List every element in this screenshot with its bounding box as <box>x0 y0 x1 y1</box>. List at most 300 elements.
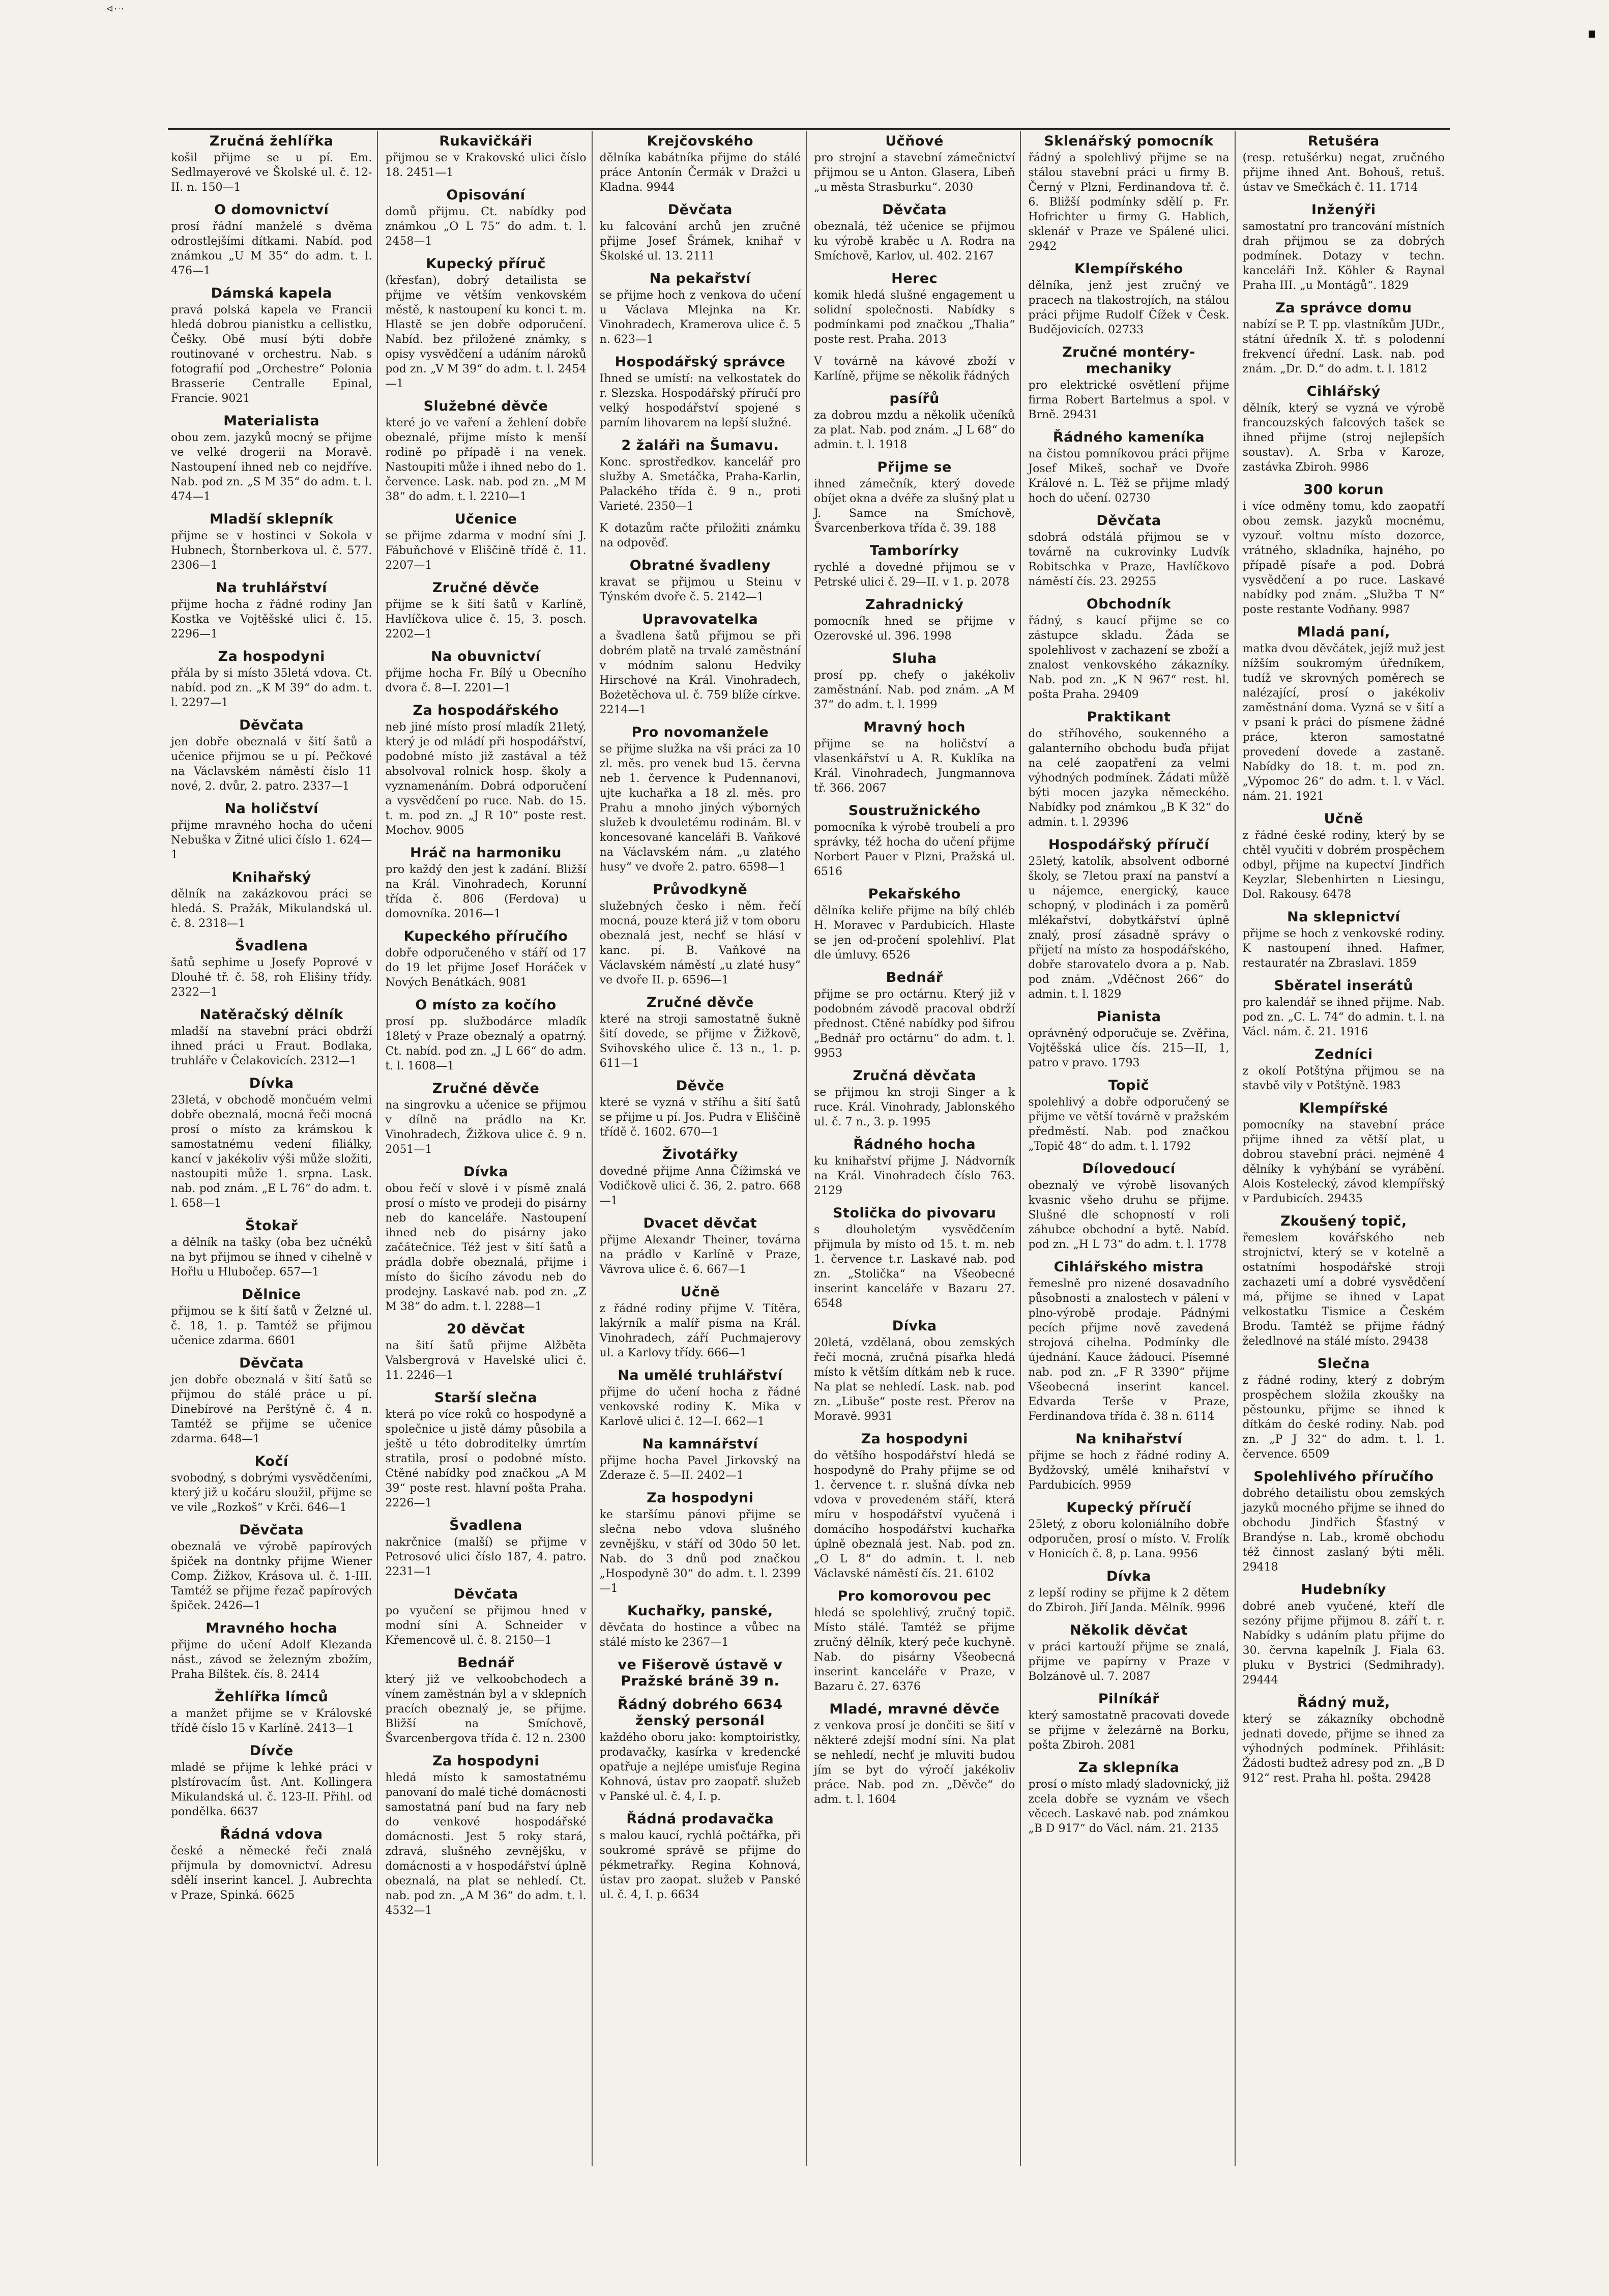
classified-ad <box>385 511 586 573</box>
ad-title: Pianista <box>1096 1009 1161 1025</box>
classified-ad <box>600 612 801 717</box>
ad-body: sdobrá odstálá přijmou se v továrně na cukrovinky Ludvík Robitschka v Praze, Havlíčkovo náměstí čís. 23. 29255 <box>1028 531 1230 588</box>
ad-title: Natěračský dělník <box>199 1007 343 1023</box>
ad-body: s dlouholetým vysvědčením přijmula by místo od 15. t. m. neb 1. července t.r. Laskavé nab. pod zn. „Stolička“ na Všeobecné inserint kanceláře v Bazaru 27. 6548 <box>814 1224 1015 1310</box>
ad-body: děvčata do hostince a vůbec na stálé místo ke 2367—1 <box>599 1621 801 1649</box>
ad-body: který se zákazníky obchodně jednati dovede, přijme se ihned za výhodných podmínek. Přihlásit: Žádosti budtež adresy pod zn. „B D 912“ rest. Praha hl. pošta. 29428 <box>1242 1713 1445 1785</box>
ad-body: svobodný, s dobrými vysvědčeními, který již u kočáru sloužil, přijme se ve vile „Rozkoš“ v Krči. 646—1 <box>171 1472 372 1514</box>
ad-title: Hudebníky <box>1301 1582 1386 1597</box>
ad-title: O domovnictví <box>214 202 329 218</box>
classified-ad <box>814 1205 1015 1311</box>
classified-ad <box>600 724 801 875</box>
ad-body: 23letá, v obchodě mončuém velmi dobře obeznalá, mocná řeči mocná prosí o místo za krámskou k samostatnému vedení filiálky, kancí v jakékoliv výši může složiti, nastoupiti může 1. srpna. Lask. nab. pod znám. „E L 76“ do adm. t. l. 658—1 <box>171 1094 372 1210</box>
classified-ad <box>171 1454 372 1515</box>
ad-body: 25letý, z oboru koloniálního dobře odporučen, prosí o místo. V. Frolík v Honicích č. 8, p. Lana. 9956 <box>1028 1518 1230 1560</box>
classified-ad <box>814 1701 1015 1807</box>
ad-body: řemeslem kovářského neb strojnictví, který se v kotelně a ostatními hospodářské stroji zachazeti umí a dobré vysvědčení má, přijme se ihned v Lapat velkostatku Tismice a Českém Brodu. Tamtéž se přijme řádný želedlnové na stálé místo. 29438 <box>1242 1232 1445 1348</box>
ad-body: K dotazům račte přiložiti známku na odpověď. <box>599 522 801 549</box>
ad-body: prosí pp. službodárce mladík 18letý v Praze obeznalý a opatrný. Ct. nabíd. pod zn. „J L 66“ do adm. t. l. 1608—1 <box>385 1015 587 1072</box>
classified-ad <box>600 1215 801 1277</box>
ad-body: přijme do učení Adolf Klezanda nást., závod se železným zbožím, Praha Bílštek. čís. 8. 2414 <box>171 1639 372 1681</box>
classified-ad <box>600 995 801 1071</box>
ad-title: Dělnice <box>242 1287 301 1302</box>
classified-ad <box>1028 1161 1229 1252</box>
classified-ad <box>171 801 372 862</box>
ad-title: Na obuvnictví <box>431 649 541 664</box>
classified-ad <box>171 1355 372 1446</box>
ad-title: Pekařského <box>868 886 961 902</box>
ad-body: pomocník hned se přijme v Ozerovské ul. 396. 1998 <box>814 615 1015 643</box>
ad-title: Dámská kapela <box>211 285 332 301</box>
classified-ad <box>385 580 586 642</box>
classified-ad <box>1243 384 1445 475</box>
classified-ad <box>1028 513 1229 589</box>
ad-title: Mladá paní, <box>1297 624 1390 640</box>
classified-ad <box>385 187 586 249</box>
ad-body: po vyučení se přijmou hned v modní síni A. Schneider v Křemencově ul. č. 8. 2150—1 <box>385 1605 587 1647</box>
classified-ad <box>385 997 586 1073</box>
classified-ad <box>1243 482 1445 617</box>
ad-body: přijme se v hostinci v Sokola v Hubnech, Štornberkova ul. č. 577. 2306—1 <box>171 530 372 572</box>
classified-ad <box>1243 811 1445 902</box>
ad-body: jen dobře obeznalá v šití šatů se přijmou do stálé práce u pí. Dinebírové na Perštýně č. 4 n. Tamtéž se přijme se učenice zdarma. 648—1 <box>171 1374 372 1445</box>
classified-ad <box>1028 261 1229 337</box>
ad-title: Řádného kameníka <box>1052 429 1205 445</box>
ad-title: Hospodářský správce <box>615 354 785 370</box>
classified-ad <box>814 803 1015 879</box>
ad-body: dělník na zakázkovou práci se hledá. S. Pražák, Mikulandská ul. č. 8. 2318—1 <box>171 888 372 930</box>
classified-ad <box>814 886 1015 963</box>
ad-body: přijmou se k šití šatů v Želzné ul. č. 18, 1. p. Tamtéž se přijmou učenice zdarma. 6601 <box>171 1305 372 1347</box>
classified-ad <box>600 1603 801 1650</box>
classified-ad <box>171 413 372 504</box>
ad-title: Kupeckého příručího <box>403 928 568 944</box>
ad-title: Děvčata <box>1096 513 1161 529</box>
ad-title: Mladé, mravné děvče <box>829 1701 1000 1717</box>
ad-title: Mravného hocha <box>206 1620 338 1636</box>
classified-ad <box>171 1007 372 1068</box>
ad-body: přijme se hoch z řádné rodiny A. Bydžovský, umělé knihařství v Pardubicích. 9959 <box>1028 1449 1230 1492</box>
ad-title: Kupecký příruč <box>426 256 546 272</box>
ad-body: služebných česko i něm. řečí mocná, pouze která již v tom oboru obeznalá jest, nechť se hlásí v kanc. pí. B. Vaňkové na Václavském náměstí „u zlaté husy“ ve dvoře II. p. 6596—1 <box>599 900 801 986</box>
ad-body: dělníka keliře přijme na bílý chléb H. Moravec v Pardubicích. Hlaste se jen od-pročení spolehliví. Plat dle úmluvy. 6526 <box>814 905 1015 962</box>
ad-title: Na sklepnictví <box>1287 909 1400 925</box>
ad-body: neb jiné místo prosí mladík 21letý, který je od mládí při hospodářství, podobné místo již zastával a též absolvoval rolnick hosp. školy a vyznamenáním. Dobrá odporučení a vysvědčení po ruce. Nab. do 15. t. m. pod zn. „J R 10“ poste rest. Mochov. 9005 <box>385 721 587 837</box>
ad-title: Štokař <box>245 1218 298 1234</box>
classified-ad <box>171 285 372 406</box>
classified-ad <box>171 202 372 278</box>
ad-body: samostatní pro trancování místních drah přijmou se za dobrých podmínek. Dotazy v techn. kanceláři Inž. Köhler & Raynal Praha III. „u Montágů“. 1829 <box>1242 220 1445 292</box>
ad-title: Přijme se <box>877 459 952 475</box>
classified-ad <box>1028 1009 1229 1070</box>
ad-body: obou zem. jazyků mocný se přijme ve velké drogerii na Moravě. Nastoupení ihned neb co nejdříve. Nab. pod zn. „S M 35“ do adm. t. l. 474—1 <box>171 431 372 503</box>
ad-body: se přijmou kn stroji Singer a k ruce. Král. Vinohrady, Jablonského ul. č. 7 n., 3. p. 1995 <box>814 1086 1015 1128</box>
ad-title: Obratné švadleny <box>629 558 771 573</box>
ad-title: Bednář <box>457 1655 514 1671</box>
classified-ad <box>600 1811 801 1902</box>
ad-title: Sluha <box>892 651 937 666</box>
ad-body: obeznalá ve výrobě papírových špiček na dontnky přijme Wiener Comp. Žižkov, Krásova ul. č. 1-III. Tamtéž se přijme řezač papírových špiček. 2426—1 <box>171 1541 372 1612</box>
ad-title: Pro komorovou pec <box>837 1588 991 1604</box>
ad-body: Konc. sprostředkov. kancelář pro služby A. Smetáčka, Praha-Karlin, Palackého třída č. 9 n., proti Varieté. 2350—1 <box>599 456 801 513</box>
classified-ad <box>171 1522 372 1613</box>
ad-body: (resp. retušérku) negat, zručného přijme ihned Ant. Bohouš, retuš. ústav ve Smečkách č. 11. 1714 <box>1242 152 1445 194</box>
classified-ad <box>814 133 1015 195</box>
ad-title: 20 děvčat <box>447 1321 525 1337</box>
ad-body: se přijme hoch z venkova do učení u Václava Mlejnka na Kr. Vinohradech, Kramerova ulice č. 5 n. 623—1 <box>599 289 801 346</box>
ad-body: pomocníky na stavební práce přijme ihned za větší plat, u dobrou stavební práci. nejméně 4 dělníky k vyhýbání se vyrábění. Alois Kostelecký, závod klempířský v Pardubicích. 29435 <box>1242 1119 1445 1205</box>
classified-ad <box>600 1147 801 1208</box>
classified-ad <box>1028 1760 1229 1836</box>
classified-ad <box>1243 1469 1445 1575</box>
ad-body: přála by si místo 35letá vdova. Ct. nabíd. pod zn. „K M 39“ do adm. t. l. 2297—1 <box>171 667 372 709</box>
ad-title: Starší slečna <box>434 1390 538 1406</box>
ad-body: V továrně na kávové zboží v Karlíně, přijme se několik řádných <box>814 355 1015 383</box>
ad-title: Švadlena <box>235 938 308 954</box>
ad-title: Dvacet děvčat <box>643 1215 757 1231</box>
ad-title: 2 žaláři na Šumavu. <box>621 438 779 453</box>
classified-ad <box>814 1431 1015 1581</box>
classified-ad <box>1243 1100 1445 1206</box>
ad-title: Opisování <box>446 187 525 203</box>
classified-ad <box>600 1697 801 1804</box>
ad-title: Děvčata <box>667 202 733 218</box>
ad-body: který již ve velkoobchodech a vínem zaměstnán byl a v sklepních pracích obeznalý je, se přijme. Bližší na Smíchově, Švarcenbergova třída č. 12 n. 2300 <box>385 1673 587 1745</box>
column-1 <box>168 131 378 2166</box>
classified-ad <box>171 580 372 642</box>
ad-body: řádný a spolehlivý přijme se na stálou stavební práci u firmy B. Černý v Plzni, Ferdinandova tř. č. 6. Bližší podmínky sdělí p. Fr. Hofrichter u firmy G. Hablich, sklenář v Praze ve Spálené ulici. 2942 <box>1028 152 1230 253</box>
classified-ad <box>814 1068 1015 1129</box>
ad-body: které se vyzná v stříhu a šití šatů se přijme u pí. Jos. Pudra v Eliščině třídě č. 1602. 670—1 <box>599 1096 801 1139</box>
ad-body: se přijme služka na vši práci za 10 zl. měs. pro venek bud 15. června neb 1. července k Pudennanovi, ujte kuchařka a 18 zl. měs. pro Prahu a mnoho jiných výborných služeb k dvouletému rodinám. Bl. v koncesované kanceláři B. Vaňkové na Václavském nám. „u zlatého husy“ ve dvoře 2. patro. 6598—1 <box>599 743 801 874</box>
ad-title: Zručné děvče <box>432 1081 540 1096</box>
ad-body: matka dvou děvčátek, jejíž muž jest nížším soukromým úředníkem, tudíž ve skrovných poměrech se nalézající, prosí o jakékoliv zaměstnání doma. Vyzná se v šití a v psaní k práci do písmene žádné práce, kteron samostatné provedení dovede a zastaně. Nabídky do 18. t. m. pod zn. „Výpomoc 26“ do adm. t. l. v Václ. nám. 21. 1921 <box>1242 643 1445 803</box>
classified-ad <box>1028 1259 1229 1424</box>
ad-body: se přijme zdarma v modní síni J. Fábuňchové v Eliščině třídě č. 11. 2207—1 <box>385 530 587 572</box>
ad-title: Žehlířka límců <box>214 1689 329 1705</box>
classified-ad <box>1028 1622 1229 1684</box>
classified-ad <box>600 521 801 550</box>
ad-title: Řádný dobrého 6634 ženský personál <box>617 1697 783 1729</box>
column-4 <box>811 131 1021 2166</box>
column-5 <box>1025 131 1235 2166</box>
ad-body: řemeslně pro nizené dosavadního působnosti a znalostech v pálení v plno-výrobě prodaje. Pádnými pecích přijme nově zavedená strojová cihelna. Podmínky dle újednání. Kauce žádoucí. Písemné nab. pod zn. „F R 3390“ přijme Všeobecná inserint kancel. Edvarda Terše v Praze, Ferdinandova třída č. 38 n. 6114 <box>1028 1277 1230 1423</box>
ad-title: Učenice <box>454 511 517 527</box>
ad-body: z řádné rodiny, který z dobrým prospěchem složila zkoušky na pěstounku, přijme se ihned k dítkám do české rodiny. Nab. pod zn. „P J 32“ do adm. t. l. 1. července. 6509 <box>1242 1374 1445 1461</box>
ad-title: Za hospodyni <box>861 1431 968 1447</box>
ad-body: obeznalá, též učenice se přijmou ku výrobě kraběc u A. Rodra na Smíchově, Karlov, ul. 402. 2167 <box>814 220 1015 263</box>
ad-title: Soustružnického <box>848 803 981 819</box>
ad-title: Topič <box>1108 1078 1150 1093</box>
ad-body: prosí pp. chefy o jakékoliv zaměstnání. Nab. pod znám. „A M 37“ do adm. t. l. 1999 <box>814 669 1015 711</box>
ad-title: Kočí <box>254 1454 288 1469</box>
ad-body: košil přijme se u pí. Em. Sedlmayerové ve Školské ul. č. 12-II. n. 150—1 <box>171 152 372 194</box>
column-3 <box>597 131 807 2166</box>
ad-body: z venkova prosí je dončiti se šití v některé zdejší modní síni. Na plat se nehledí, nechť je mluviti budou jím se byt do výročí jakékoliv práce. Nab. pod zn. „Děvče“ do adm. t. l. 1604 <box>814 1720 1015 1806</box>
ad-body: šatů sephime u Josefy Poprové v Dlouhé tř. č. 58, roh Elišiny třídy. 2322—1 <box>171 956 372 999</box>
ad-body: pro každý den jest k zadání. Bližší na Král. Vinohradech, Korunní třída č. 806 (Ferdova) u domovníka. 2016—1 <box>385 863 587 920</box>
classified-ad <box>1243 1047 1445 1093</box>
ad-body: ke staršímu pánovi přijme se slečna nebo vdova slušného zevnějšku, v stáří od 30do 50 let. Nab. do 3 dnů pod značkou „Hospodyně 30“ do adm. t. l. 2399—1 <box>599 1508 801 1595</box>
ad-body: dobře odporučeného v stáří od 17 do 19 let přijme Josef Horáček v Nových Benátkách. 9081 <box>385 947 587 989</box>
ad-body: Ihned se umístí: na velkostatek do r. Slezska. Hospodářský příručí pro velký hospodářství spojené s parním lihovarem na lepší služné. <box>599 372 801 429</box>
ad-title: Děvčata <box>882 202 947 218</box>
ad-title: Bednář <box>886 970 943 985</box>
ad-title: Za hospodyni <box>647 1490 754 1506</box>
classified-ad <box>600 438 801 514</box>
ad-title: Zručná děvčata <box>853 1068 976 1084</box>
classified-ad <box>171 649 372 710</box>
ad-title: Učňové <box>885 133 944 149</box>
ad-body: mladší na stavební práci obdrží ihned práci u Fraut. Bodlaka, truhláře v Čelakovicích. 2312—1 <box>171 1025 372 1067</box>
ad-body: dělníka kabátníka přijme do stálé práce Antonín Čermák v Dražci u Kladna. 9944 <box>599 152 801 194</box>
classified-ad <box>1243 133 1445 195</box>
classified-ad <box>385 1081 586 1157</box>
ad-body: s malou kaucí, rychlá počtářka, při soukromé správě se přijme do pékmetrařky. Regina Kohnová, ústav pro zaopat. služeb v Panské ul. č. 4, I. p. 6634 <box>599 1829 801 1901</box>
ad-title: Materialista <box>223 413 320 429</box>
ad-body: který samostatně pracovati dovede se přijme v železárně na Borku, pošta Zbiroh. 2081 <box>1028 1709 1230 1752</box>
classified-ad <box>600 1078 801 1140</box>
ad-body: každého oboru jako: komptoiristky, prodavačky, kasírka v kredencké opatřuje a nejlépe umisťuje Regina Kohnová, ústav pro zaopatř. služeb v Panské ul. č. 4, I. p. <box>599 1731 801 1803</box>
ad-title: Sběratel inserátů <box>1274 978 1414 994</box>
ad-body: nabízí se P. T. pp. vlastníkům JUDr., státní úředník X. tř. s polodenní frekvencí úřední. Lask. nab. pod znám. „Dr. D.“ do adm. t. l. 1812 <box>1242 318 1445 375</box>
ad-body: pravá polská kapela ve Francii hledá dobrou pianistku a cellistku, Češky. Obě musí býti dobře routinované v orchestru. Nab. s fotografií pod „Orchestre“ Polonia Brasserie Centralle Epinal, Francie. 9021 <box>171 304 372 405</box>
ad-body: ku knihařství přijme J. Nádvorník na Král. Vinohradech číslo 763. 2129 <box>814 1155 1015 1197</box>
classified-ad <box>171 717 372 794</box>
classified-ad <box>814 1588 1015 1694</box>
page-edge-mark <box>1589 31 1595 38</box>
ad-body: za dobrou mzdu a několik učeníků za plat. Nab. pod znám. „J L 68“ do admin. t. l. 1918 <box>814 409 1015 451</box>
ad-body: přijme se na holičství a vlasenkářství u A. R. Kuklíka na Král. Vinohradech, Jungmannova tř. 366. 2067 <box>814 738 1015 795</box>
ad-body: a manžet přijme se v Královské třídě číslo 15 v Karlíně. 2413—1 <box>171 1707 372 1735</box>
ad-body: přijmou se v Krakovské ulici číslo 18. 2451—1 <box>385 152 587 179</box>
ad-title: Spolehlivého příručího <box>1253 1469 1434 1485</box>
ad-body: přijme hocha z řádné rodiny Jan Kostka ve Vojtěšské ulici č. 15. 2296—1 <box>171 598 372 641</box>
classified-ad <box>385 1753 586 1918</box>
ad-body: 20letá, vzdělaná, obou zemských řečí mocná, zručná písařka hledá místo k větším dítkám neb k ruce. Na plat se nehledí. Lask. nab. pod zn. „Libuše“ poste rest. Přerov na Moravě. 9931 <box>814 1336 1015 1423</box>
ad-title: Zručné montéry-mechaniky <box>1062 344 1195 376</box>
ad-title: Dílovedoucí <box>1082 1161 1176 1177</box>
classified-ad <box>171 1620 372 1682</box>
ad-title: Učně <box>680 1284 720 1300</box>
ad-body: domů přijmu. Ct. nabídky pod známkou „O L 75“ do adm. t. l. 2458—1 <box>385 206 587 248</box>
classified-ad <box>171 1689 372 1736</box>
ad-body: obeznalý ve výrobě lisovaných kvasnic všeho druhu se přijme. Slušné dle schopností v roli záhubce obchodní a bytě. Nabíd. pod zn. „H L 73“ do adm. t. l. 1778 <box>1028 1179 1230 1251</box>
classified-ad <box>171 1076 372 1211</box>
ad-body: dobré aneb vyučené, kteří dle sezóny přijme přijmou 8. září t. r. Nabídky s udáním platu přijme do 30. června kapelník J. Fiala 63. pluku v Bystrici (Sedmihrady). 29444 <box>1242 1600 1445 1687</box>
classified-ad <box>1028 133 1229 254</box>
ad-body: pro elektrické osvětlení přijme firma Robert Bartelmus a spol. v Brně. 29431 <box>1028 379 1230 421</box>
ad-body: spolehlivý a dobře odporučený se přijme ve větší továrně v pražském předměstí. Nab. pod značkou „Topič 48“ do adm. t. l. 1792 <box>1028 1096 1230 1153</box>
ad-body: z řádné české rodiny, který by se chtěl vyučiti v dobrém prospěchem odbyl, přijme na kupectví Jindřich Keyzlar, Slebenhirten n Liesingu, Dol. Rakousy. 6478 <box>1242 829 1445 901</box>
ad-title: Na pekařství <box>649 271 751 286</box>
classified-ad <box>385 256 586 391</box>
ad-title: Zručné děvče <box>432 580 540 596</box>
ad-title: Obchodník <box>1086 596 1172 612</box>
classified-ad <box>1243 978 1445 1039</box>
ad-title: Zahradnický <box>865 597 964 613</box>
classified-ad <box>385 928 586 990</box>
classified-ad <box>814 543 1015 590</box>
ad-title: Stolička do pivovaru <box>832 1205 997 1221</box>
classified-ad <box>814 970 1015 1061</box>
ad-title: Řádná vdova <box>220 1826 323 1842</box>
ad-title: Děvčata <box>239 1522 304 1538</box>
ad-title: Herec <box>891 271 938 286</box>
ad-body: která po více roků co hospodyně a společnice u jistě dámy působila a ještě u této dobroditelkу úmrtím stratila, prosí o podobné místo. Ctěné nabídky pod značkou „A M 39“ poste rest. hlavní pošta Praha. 2226—1 <box>385 1408 587 1509</box>
ad-title: Děvčata <box>239 1355 304 1371</box>
ad-body: i více odměny tomu, kdo zaopatří obou zemsk. jazyků mocnému, vyzouř. voltnu místo dozorce, vrátného, skladníka, hajného, po případě písaře a pod. Dobrá vysvědčení a po ruce. Laskavé nabídky pod znám. „Služba T N“ poste restante Vodňany. 9987 <box>1242 500 1445 616</box>
ad-body: nakrčnice (malší) se přijme v Petrosové ulici číslo 187, 4. patro. 2231—1 <box>385 1536 587 1578</box>
classified-ad <box>171 511 372 573</box>
classified-ad <box>1028 837 1229 1002</box>
classified-ad <box>814 459 1015 536</box>
ad-title: Zručné děvče <box>647 995 754 1010</box>
ad-title: Za správce domu <box>1275 300 1412 316</box>
ad-body: přijme Alexandr Theiner, továrna na prádlo v Karlíně v Praze, Vávrova ulice č. 6. 667—1 <box>599 1234 801 1276</box>
ad-title: Za sklepníka <box>1078 1760 1180 1776</box>
ad-body: 25letý, katolík, absolvent odborné školy, se 7letou praxí na panství a u nájemce, energický, kauce schopný, v plodinách i za poměrů mlékařství, dobytkářství úplně znalý, prosí zásadně správy o přijetí na místo za hospodářského, dobře starovatelo dvora a p. Nab. pod znám. „Vděčnost 266“ do admin. t. l. 1829 <box>1028 855 1230 1001</box>
ad-title: Průvodkyně <box>653 882 748 897</box>
ad-body: a švadlena šatů přijmou se při dobrém platě na trvalé zaměstnání v módním salonu Hedviky Hirschové na Král. Vinohradech, Bożetěchova ul. č. 759 blíže církve. 2214—1 <box>599 630 801 716</box>
classified-ad <box>385 1321 586 1383</box>
column-2 <box>382 131 592 2166</box>
ad-title: Dívka <box>1106 1568 1151 1584</box>
classified-ad <box>814 597 1015 644</box>
ad-body: v práci kartouží přijme se znalá, přijme ve papírny v Praze v Bolzánově ul. 7. 2087 <box>1028 1641 1230 1683</box>
ad-body: oprávněný odporučuje se. Zvěřina, Vojtěšská ulice čís. 215—II, 1, patro v pravo. 1793 <box>1028 1027 1230 1069</box>
classified-ad <box>600 882 801 987</box>
ad-body: přijme do učení hocha z řádné venkovské rodiny K. Mika v Karlově ulici č. 12—I. 662—1 <box>599 1386 801 1428</box>
ad-title: Kuchařky, panské, <box>627 1603 773 1619</box>
ad-body: přijme hocha Pavel Jirkovský na Zderaze č. 5—II. 2402—1 <box>599 1455 801 1482</box>
ad-title: Tamborírky <box>869 543 959 559</box>
ad-title: Inženýři <box>1311 202 1376 218</box>
ad-title: Na truhlářství <box>216 580 327 596</box>
ad-body: které na stroji samostatně šukně šití dovede, se přijme v Žižkově, Svihovského ulice č. 13 n., 1. p. 611—1 <box>599 1013 801 1070</box>
classified-ad <box>1028 596 1229 702</box>
ad-title: Na holičství <box>224 801 318 817</box>
ad-body: přijme mravného hocha do učení Nebuška v Žitné ulici číslo 1. 624—1 <box>171 819 372 861</box>
ad-title: Řádného hocha <box>853 1137 976 1152</box>
ad-title: Praktikant <box>1087 709 1171 725</box>
ad-title: Mravný hoch <box>863 719 966 735</box>
classified-ad <box>385 1655 586 1746</box>
ad-title: Na knihařství <box>1075 1431 1182 1447</box>
ad-body: dělníka, jenž jest zručný ve pracech na tlakostrojích, na stálou práci přijme Rudolf Čížek v Česk. Budějovicích. 02733 <box>1028 279 1230 336</box>
ad-title: Krejčovského <box>647 133 753 149</box>
ad-title: Za hospodyni <box>432 1753 540 1769</box>
classified-ad <box>171 133 372 195</box>
classified-ad <box>600 271 801 347</box>
ad-body: dělník, který se vyzná ve výrobě francouzských falcových tašek se ihned přijme (stroj nejlepších soustav). A. Srba v Karoze, zastávka Zbiroh. 9986 <box>1242 402 1445 474</box>
ad-title: Děvčata <box>239 717 304 733</box>
ad-body: (křesťan), dobrý detailista se přijme ve větším venkovském městě, k nastoupení ku konci t. m. Hlastě se jen dobře odporučení. Nabíd. bez přiložené známky, s opisy vysvědčení a udáním nároků pod zn. „V M 39“ do adm. t. l. 2454—1 <box>385 274 587 390</box>
ad-body: pomocníka k výrobě troubelí a pro správky, též hocha do učení přijme Norbert Pauer v Plzni, Pražská ul. 6516 <box>814 821 1015 878</box>
classified-ad <box>1243 1356 1445 1462</box>
classified-ad <box>1028 1078 1229 1154</box>
classified-ad <box>814 391 1015 452</box>
classified-ad <box>600 1490 801 1596</box>
ad-body: dobrého detailistu obou zemských jazyků mocného přijme se ihned do obchodu Jindřich Šťastný v Brandýse n. Lab., kromě obchodu též činnost zaslaný býti měli. 29418 <box>1242 1487 1445 1574</box>
ad-body: a dělník na tašky (oba bez učnéků na byt přijmou se ihned v cihelně v Hořlu u Hlubočep. 657—1 <box>171 1236 372 1278</box>
classified-ad <box>600 202 801 264</box>
classified-ad <box>814 651 1015 712</box>
classified-ad <box>385 1390 586 1510</box>
ad-body: přijme se k šití šatů v Karlíně, Havlíčkova ulice č. 15, 3. posch. 2202—1 <box>385 598 587 641</box>
top-rule <box>168 128 1450 130</box>
ad-body: komik hledá slušné engagement u solidní společnosti. Nabídky s podmínkami pod značkou „Thalia“ poste rest. Praha. 2013 <box>814 289 1015 346</box>
ad-title: pasířů <box>889 391 940 406</box>
ad-title: Zkoušený topič, <box>1280 1213 1407 1229</box>
ad-title: Na kamnářství <box>642 1436 758 1452</box>
classified-ad <box>814 1318 1015 1424</box>
classified-ad <box>1243 202 1445 293</box>
ad-title: Rukavičkáři <box>439 133 533 149</box>
ad-body: jen dobře obeznalá v šití šatů a učenice přijmou se u pí. Pečkové na Václavském náměstí číslo 11 nové, 2. dvůr, 2. patro. 2337—1 <box>171 736 372 793</box>
classified-ad <box>1243 300 1445 376</box>
classified-ad <box>1028 709 1229 830</box>
column-6 <box>1240 131 1450 2166</box>
ad-title: Švadlena <box>449 1518 522 1533</box>
ad-body: na singrovku a učenice se přijmou v dílně na prádlo na Kr. Vinohradech, Žižkova ulice č. 9 n. 2051—1 <box>385 1099 587 1156</box>
classified-ad <box>600 1368 801 1429</box>
ad-title: Za hospodyni <box>218 649 325 664</box>
ad-body: hledá místo k samostatnému panovaní do malé tiché domácnosti samostatná paní bud na fary neb do venkové hospodářské domácnosti. Jest 5 roky stará, zdravá, slušného zevnějšku, v domácnosti a v hospodářství úplně obeznalá, na plat se nehledí. Ct. nab. pod zn. „A M 36“ do adm. t. l. 4532—1 <box>385 1771 587 1917</box>
ad-title: ve Fišerově ústavě v Pražské bráně 39 n. <box>618 1657 783 1689</box>
ad-body: z okolí Potštýna přijmou se na stavbě vily v Potštýně. 1983 <box>1242 1065 1445 1092</box>
ad-body: rychlé a dovedné přijmou se v Petrské ulici č. 29—II. v 1. p. 2078 <box>814 561 1015 589</box>
ad-title: Děvčata <box>453 1586 518 1602</box>
classified-ad <box>385 845 586 921</box>
classified-ad <box>171 1826 372 1903</box>
ad-body: které jo ve vaření a žehlení dobře obeznalé, přijme místo k menší rodině po případě i na venek. Nastoupiti může i ihned nebo do 1. července. Lask. nab. pod zn. „M M 38“ do adm. t. l. 2210—1 <box>385 417 587 503</box>
classified-ad <box>814 719 1015 796</box>
ad-title: Kupecký příručí <box>1066 1500 1191 1516</box>
ad-title: Dívka <box>463 1164 508 1180</box>
ad-body: prosí řádní manželé s dvěma odrostlejšími dítkami. Nabíd. pod známkou „U M 35“ do adm. t. l. 476—1 <box>171 220 372 277</box>
ad-title: Cihlářský <box>1306 384 1381 399</box>
ad-title: Mladší sklepník <box>210 511 334 527</box>
classified-ad <box>814 271 1015 347</box>
classified-ad <box>385 649 586 695</box>
ad-title: Řádný muž, <box>1297 1695 1390 1710</box>
ad-body: kravat se přijmou u Steinu v Týnském dvoře č. 5. 2142—1 <box>599 576 801 603</box>
classified-ad <box>814 354 1015 384</box>
ad-title: Dívka <box>249 1076 294 1091</box>
ad-title: Klempířského <box>1074 261 1183 277</box>
classified-ad <box>385 1518 586 1579</box>
classified-ad <box>1028 1691 1229 1753</box>
classified-ad <box>600 1436 801 1483</box>
ad-body: přijme hocha Fr. Bílý u Obecního dvora č. 8—I. 2201—1 <box>385 667 587 694</box>
ad-body: do většího hospodářství hledá se hospodyně do Prahy přijme se od 1. července t. r. slušná dívka neb vdova v provedeném stáří, která míru v hospodářství vyučená i domácího hospodářství kuchařka úplně obeznalá jest. Nab. pod zn. „O L 8“ do admin. t. l. neb Václavské náměstí čís. 21. 6102 <box>814 1449 1015 1580</box>
ad-body: české a německé řeči znalá přijmula by domovnictví. Adresu sdělí inserint kancel. J. Aubrechta v Praze, Spinká. 6625 <box>171 1845 372 1902</box>
classified-ad <box>600 558 801 604</box>
ad-body: ihned zámečník, který dovede obíjet okna a dvéře za slušný plat u J. Samce na Smíchově, Švarcenberkova třída č. 39. 188 <box>814 478 1015 535</box>
classified-ad <box>1028 1431 1229 1493</box>
classified-ad <box>600 1657 801 1690</box>
classified-ad <box>385 398 586 504</box>
ad-body: prosí o místo mladý sladovnický, již zcela dobře se vyznám ve všech věcech. Laskavé nab. pod známkou „B D 917“ do Václ. nám. 21. 2135 <box>1028 1778 1230 1835</box>
classified-ad <box>814 1137 1015 1198</box>
ad-title: Životářky <box>662 1147 739 1162</box>
ad-body: obou řečí v slově i v písmě znalá prosí o místo ve prodeji do pisárny neb do kanceláře. Nastoupení ihned neb do pisárny jako začátečnice. Též jest v šití šatů a prádla dobře obeznalá, přijme i místo do šicího závodu neb do prodejny. Laskavé nab. pod zn. „Z M 38“ do adm. t. l. 2288—1 <box>385 1182 587 1313</box>
classified-ad <box>385 1164 586 1314</box>
ad-title: Slečna <box>1317 1356 1370 1372</box>
ad-title: Učně <box>1324 811 1364 827</box>
ad-title: Retušéra <box>1307 133 1380 149</box>
